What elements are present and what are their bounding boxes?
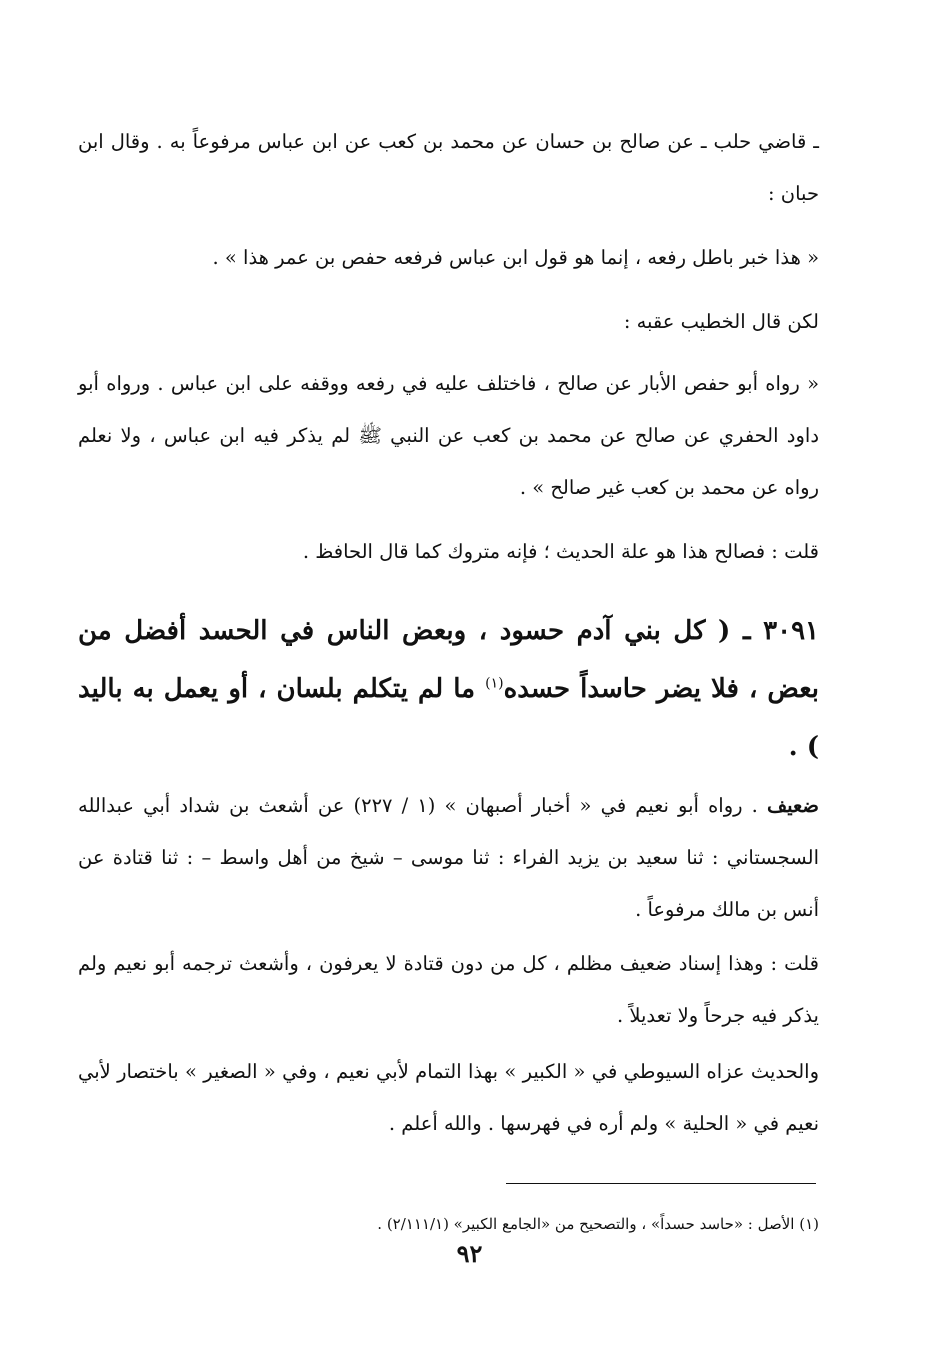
paragraph-ibn-hibban-quote: « هذا خبر باطل رفعه ، إنما هو قول ابن عباس فرفعه حفص بن عمر هذا » . <box>212 246 819 269</box>
grading-word: ضعيف <box>766 794 819 817</box>
page-number: ٩٢ <box>456 1239 483 1268</box>
grading-source: . رواه أبو نعيم في « أخبار أصبهان » (١ / ٢٢٧) عن أشعث بن شداد أبي عبدالله السجستاني : ثنا سعيد بن يزيد الفراء : ثنا موسى – شيخ من أهل واسط – : ثنا قتادة عن أنس بن مالك مرفوعاً . <box>78 794 819 921</box>
hadith-text: ( كل بني آدم حسود ، وبعض الناس في الحسد أفضل من بعض ، فلا يضر حاسداً حسده <box>78 616 819 704</box>
paragraph-isnad-critique: قلت : وهذا إسناد ضعيف مظلم ، كل من دون قتادة لا يعرفون ، وأشعث ترجمه أبو نعيم ولم يذكر فيه جرحاً ولا تعديلاً . <box>78 952 819 1027</box>
hadith-heading <box>78 602 819 776</box>
hadith-number: ٣٠٩١ ـ <box>742 616 819 646</box>
paragraph-isnad-continuation: ـ قاضي حلب ـ عن صالح بن حسان عن محمد بن كعب عن ابن عباس مرفوعاً به . وقال ابن حبان : <box>78 130 819 205</box>
hadith-text-continued: ما لم يتكلم بلسان ، أو يعمل به باليد ) . <box>78 674 819 762</box>
footnote-divider <box>506 1183 816 1184</box>
footnote: (١) الأصل : «حاسد حسداً» ، والتصحيح من «الجامع الكبير» (٢/١١١/١) . <box>377 1215 819 1233</box>
paragraph-grading <box>78 780 819 936</box>
paragraph-khatib-quote: « رواه أبو حفص الأبار عن صالح ، فاختلف عليه في رفعه ووقفه على ابن عباس . ورواه أبو داود الحفري عن صالح عن محمد بن كعب عن النبي ﷺ لم يذكر فيه ابن عباس ، ولا نعلم رواه عن محمد بن كعب غير صالح » . <box>78 372 819 499</box>
footnote-reference: (١) <box>485 675 504 692</box>
paragraph-attribution: والحديث عزاه السيوطي في « الكبير » بهذا التمام لأبي نعيم ، وفي « الصغير » باختصار لأبي نعيم في « الحلية » ولم أره في فهرسها . والله أعلم . <box>78 1060 819 1135</box>
paragraph-author-note: قلت : فصالح هذا هو علة الحديث ؛ فإنه متروك كما قال الحافظ . <box>302 540 819 563</box>
paragraph-khatib-intro: لكن قال الخطيب عقبه : <box>623 310 819 333</box>
